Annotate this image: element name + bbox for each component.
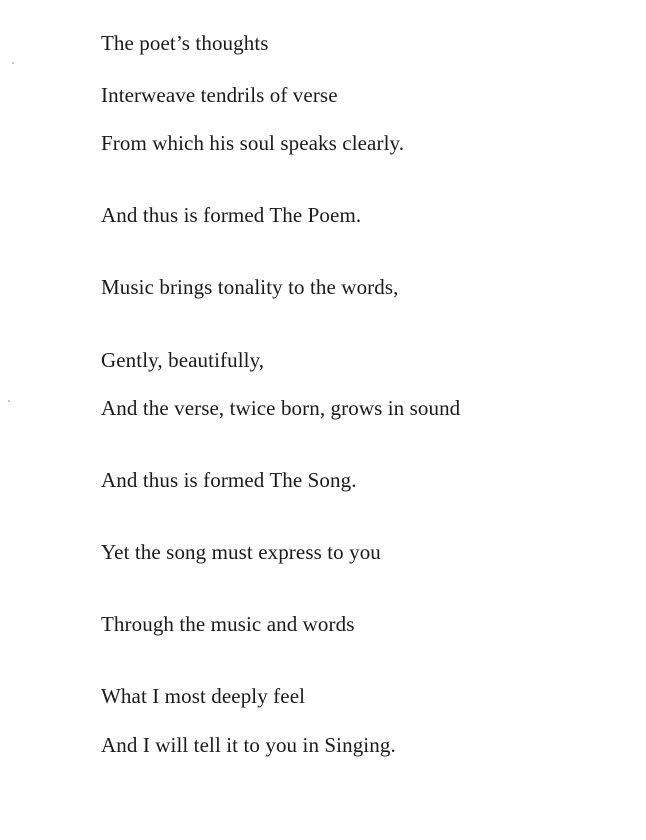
scan-speck — [8, 400, 10, 402]
poem-line: Through the music and words — [101, 612, 355, 636]
poem-line: The poet’s thoughts — [101, 31, 269, 55]
poem-line: Music brings tonality to the words, — [101, 275, 399, 299]
scan-speck — [12, 62, 14, 64]
poem-line: And the verse, twice born, grows in sound — [101, 396, 461, 420]
poem-line: Yet the song must express to you — [101, 540, 381, 564]
poem-line: Interweave tendrils of verse — [101, 83, 338, 107]
poem-line: And thus is formed The Poem. — [101, 203, 362, 227]
poem-line: What I most deeply feel — [101, 684, 306, 708]
poem-line: And thus is formed The Song. — [101, 468, 357, 492]
poem-line: From which his soul speaks clearly. — [101, 131, 405, 155]
poem-line: Gently, beautifully, — [101, 348, 265, 372]
poem-line: And I will tell it to you in Singing. — [101, 733, 396, 757]
